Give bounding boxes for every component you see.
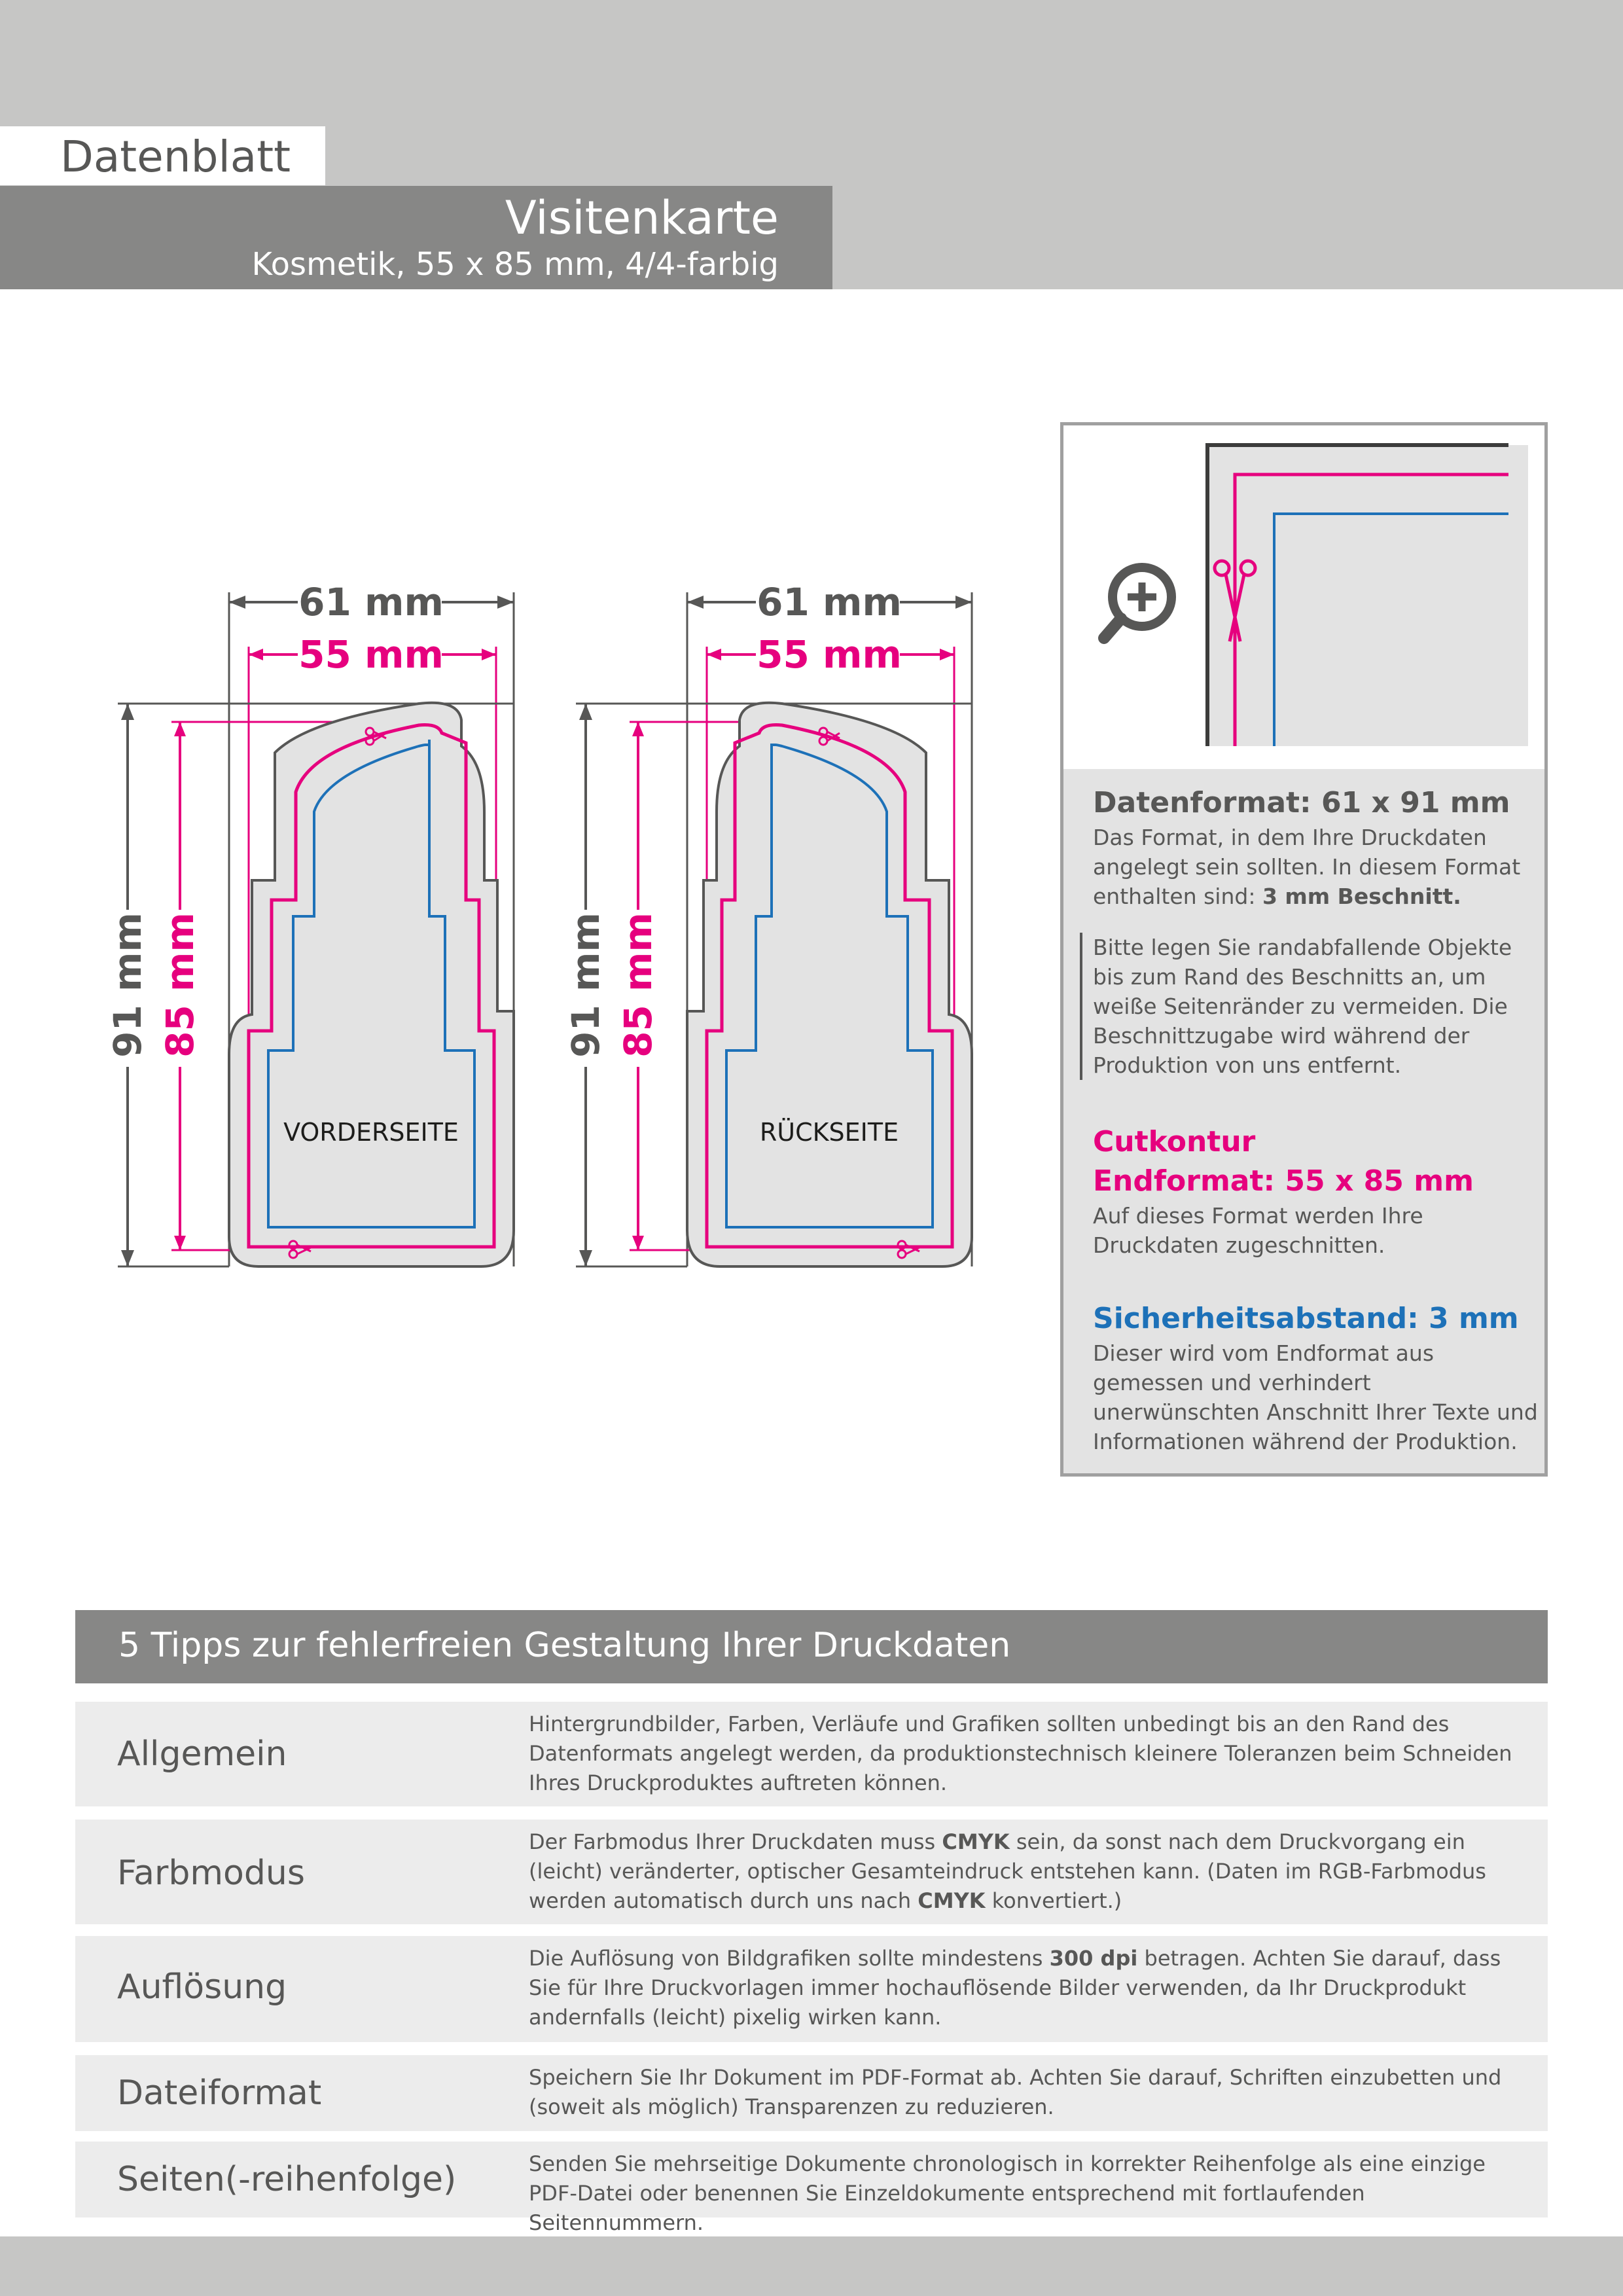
cut-block [1093, 1122, 1538, 1260]
page-title: Visitenkarte [505, 191, 779, 245]
front-label: VORDERSEITE [283, 1118, 459, 1147]
safe-text: Dieser wird vom Endformat aus gemessen und verhindert unerwünschten Anschnitt Ihrer Texte und Informationen während der Produktion. [1093, 1340, 1538, 1454]
tips-header [75, 1610, 1548, 1683]
cut-subtitle: Endformat: 55 x 85 mm [1093, 1164, 1474, 1198]
tip-row [75, 1936, 1548, 2042]
tip-row [75, 1820, 1548, 1924]
tip-label: Allgemein [117, 1734, 287, 1774]
datenformat-block [1093, 783, 1538, 911]
back-height-outer: 91 mm [563, 912, 608, 1058]
front-height-outer: 91 mm [105, 912, 150, 1058]
datenblatt-label: Datenblatt [60, 132, 291, 182]
info-text-box [1060, 769, 1548, 1477]
tip-label: Farbmodus [117, 1854, 305, 1893]
back-width-outer: 61 mm [757, 580, 902, 624]
cut-title: Cutkontur [1093, 1125, 1256, 1158]
front-width-outer: 61 mm [298, 580, 444, 624]
safe-block [1093, 1299, 1538, 1456]
tip-label: Dateiformat [117, 2073, 322, 2113]
back-label: RÜCKSEITE [759, 1118, 899, 1147]
back-card [560, 576, 972, 1266]
tip-label: Auflösung [117, 1967, 287, 2007]
tip-row [75, 2055, 1548, 2131]
tip-label: Seiten(-reihenfolge) [117, 2160, 457, 2199]
footer-band [0, 2236, 1623, 2296]
back-height-inner: 85 mm [616, 912, 660, 1058]
datenformat-text: Das Format, in dem Ihre Druckdaten angelegt sein sollten. In diesem Format enthalten sind: 3 mm Beschnitt. [1093, 825, 1521, 909]
safe-title: Sicherheitsabstand: 3 mm [1093, 1302, 1519, 1335]
tip-row [75, 2142, 1548, 2235]
bleed-note: Bitte legen Sie randabfallende Objekte bis zum Rand des Beschnitts an, um weiße Seitenränder zu vermeiden. Die Beschnittzugabe wird während der Produktion von uns entfernt. [1080, 933, 1538, 1080]
tip-text: Speichern Sie Ihr Dokument im PDF-Format ab. Achten Sie darauf, Schriften einzubetten und (soweit als möglich) Transparenzen zu reduzieren. [529, 2065, 1502, 2119]
zoom-detail [1063, 425, 1544, 772]
tip-text: Der Farbmodus Ihrer Druckdaten muss CMYK sein, da sonst nach dem Druckvorgang ein (leicht) veränderter, optischer Gesamteindruck entstehen kann. (Daten im RGB-Farbmodus werden automatisch durch uns nach CMYK konvertiert.) [529, 1829, 1486, 1913]
tip-text: Die Auflösung von Bildgrafiken sollte mindestens 300 dpi betragen. Achten Sie darauf, dass Sie für Ihre Druckvorlagen immer hochauflösende Bilder verwenden, da Ihr Druckprodukt andernfalls (leicht) pixelig wirken kann. [529, 1946, 1501, 2030]
magnifier-plus-icon [1104, 567, 1171, 638]
front-card [101, 576, 514, 1266]
page-subtitle: Kosmetik, 55 x 85 mm, 4/4-farbig [251, 246, 779, 283]
tip-text: Senden Sie mehrseitige Dokumente chronologisch in korrekter Reihenfolge als eine einzige PDF-Datei oder benennen Sie Einzeldokumente entsprechend mit fortlaufenden Seitennummern. [529, 2151, 1486, 2235]
tip-row [75, 1702, 1548, 1806]
back-width-inner: 55 mm [757, 632, 902, 677]
tips-title: 5 Tipps zur fehlerfreien Gestaltung Ihrer Druckdaten [118, 1626, 1011, 1665]
datenformat-title: Datenformat: 61 x 91 mm [1093, 786, 1510, 819]
front-width-inner: 55 mm [298, 632, 444, 677]
tip-text: Hintergrundbilder, Farben, Verläufe und Grafiken sollten unbedingt bis an den Rand des Datenformats angelegt werden, da produktionstechnisch kleinere Toleranzen beim Schneiden Ihres Druckproduktes auftreten können. [529, 1712, 1512, 1795]
front-height-inner: 85 mm [158, 912, 202, 1058]
cut-text: Auf dieses Format werden Ihre Druckdaten zugeschnitten. [1093, 1203, 1423, 1258]
